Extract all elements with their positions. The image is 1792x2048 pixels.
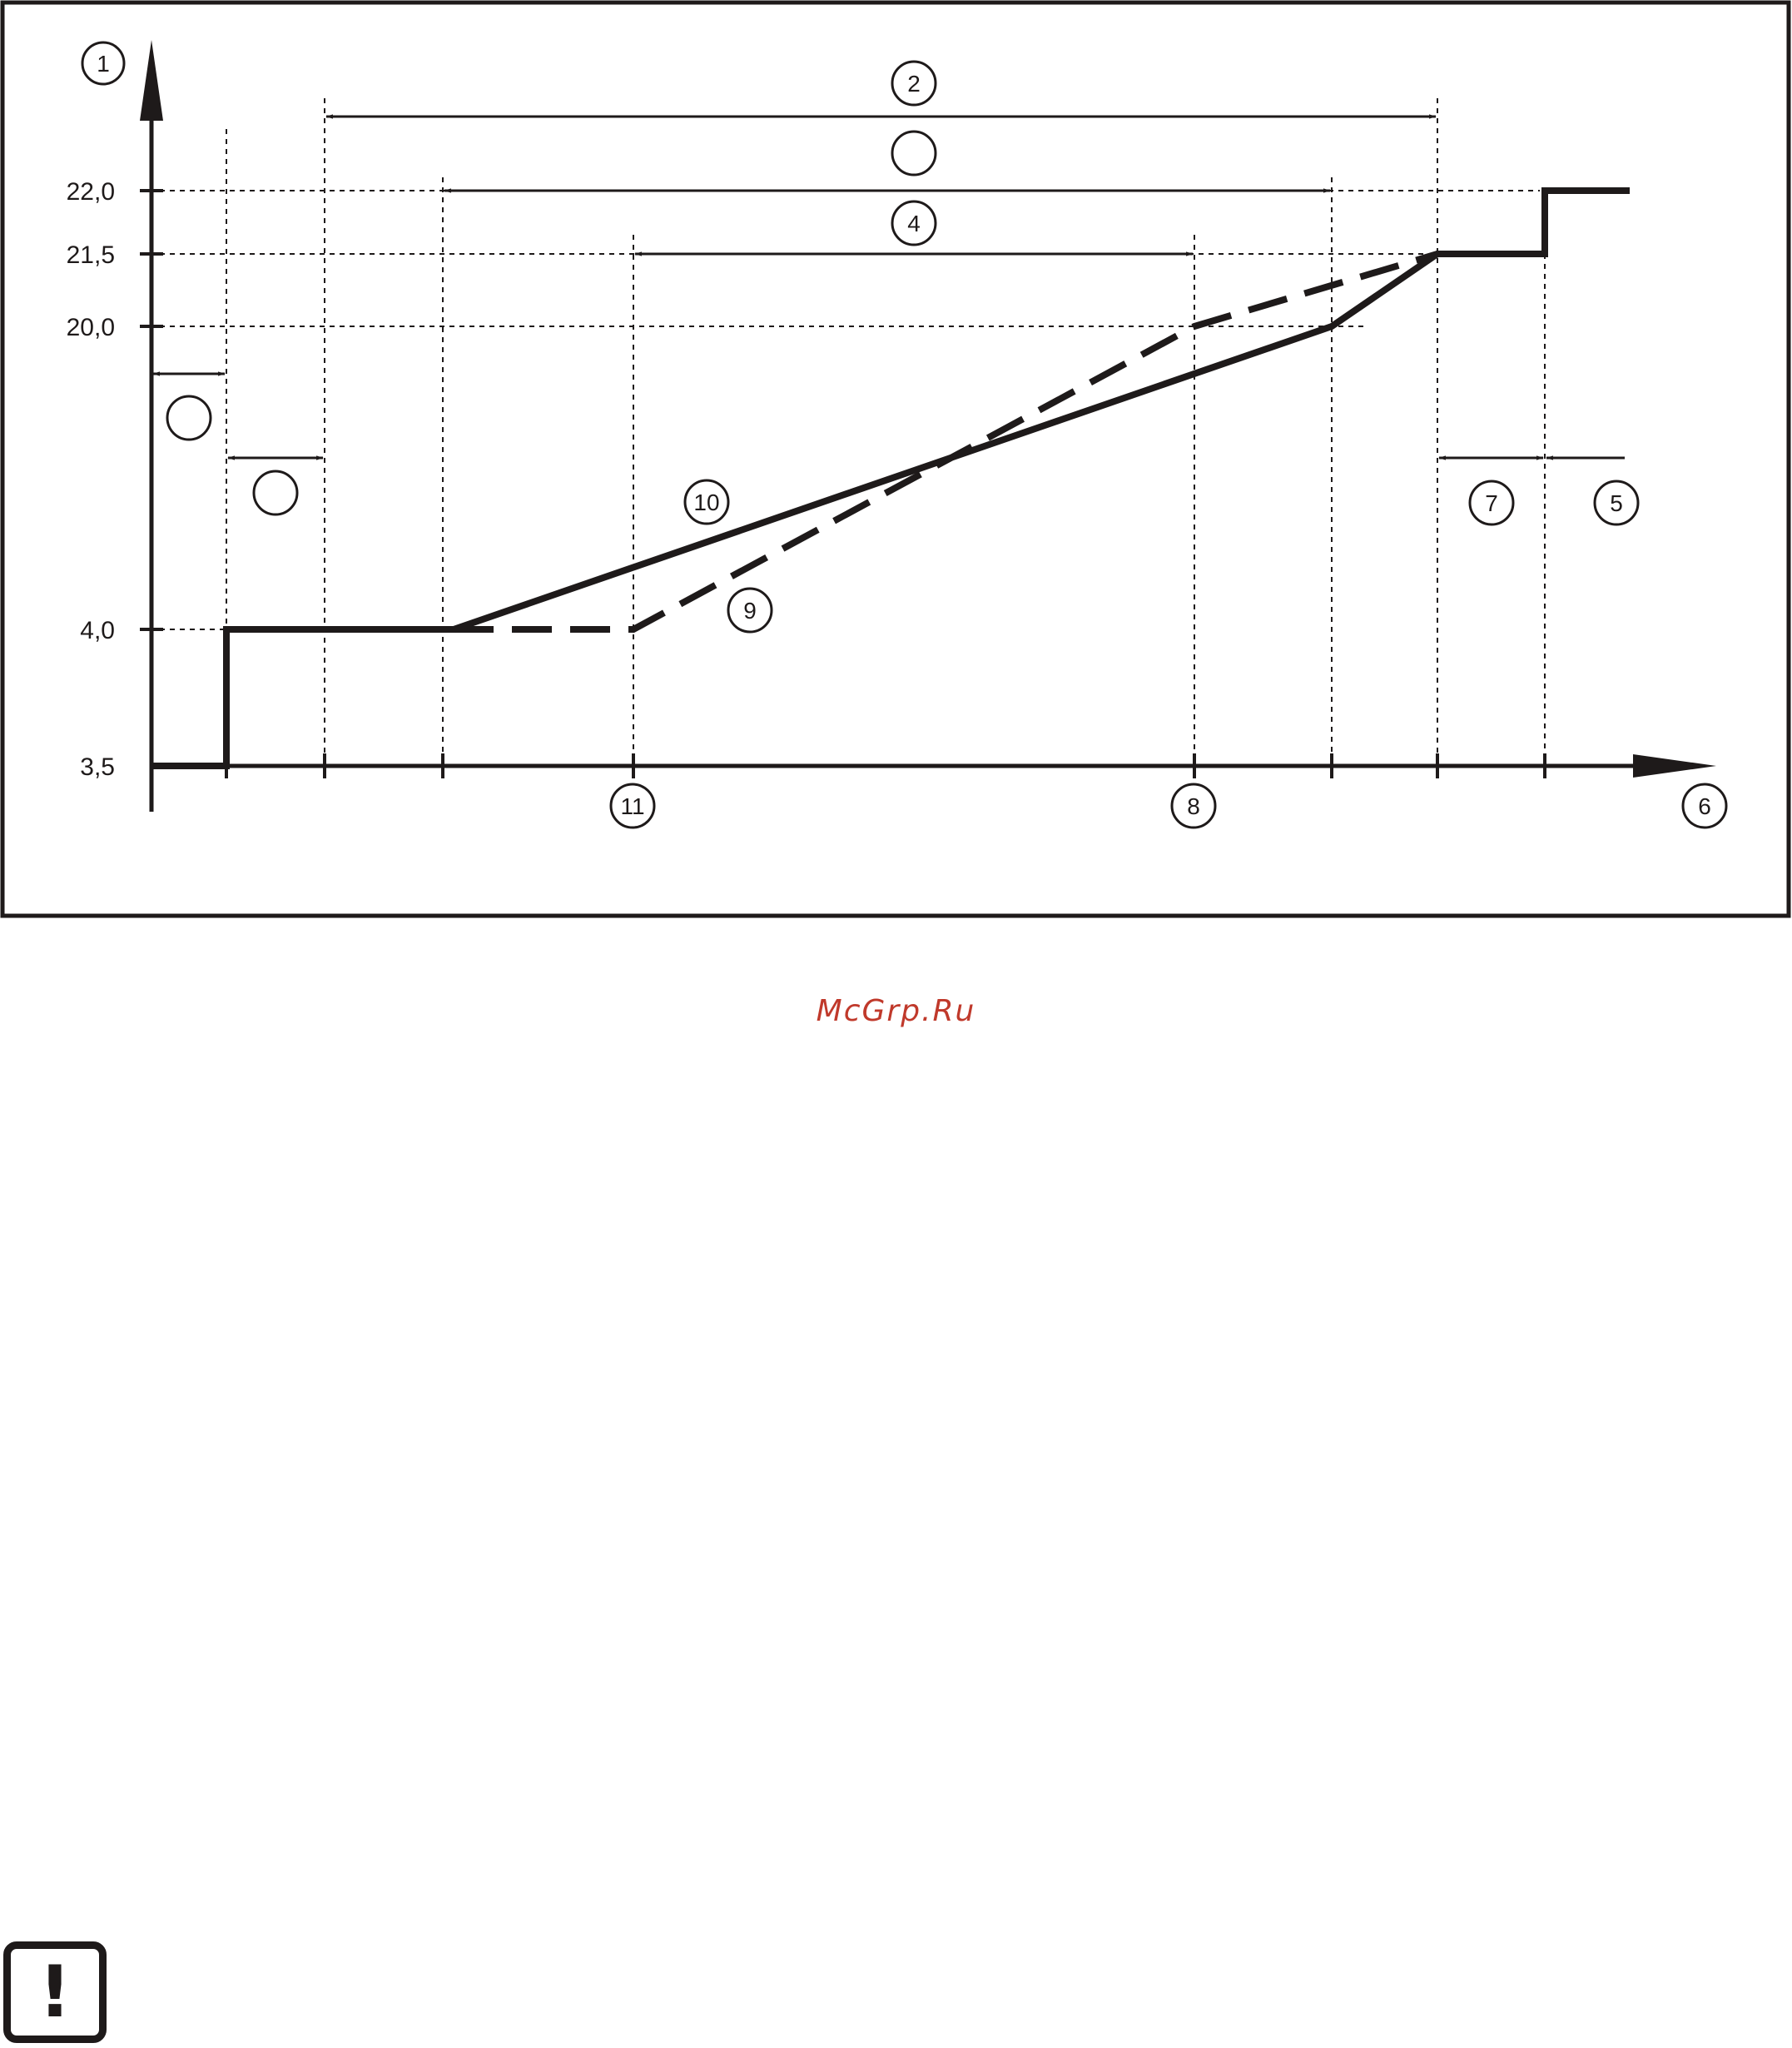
y-axis-labels bbox=[67, 178, 115, 781]
vertical-guides bbox=[226, 98, 1545, 778]
data-lines bbox=[153, 191, 1630, 766]
callout-x-marker-start bbox=[611, 784, 654, 828]
solid-line bbox=[153, 191, 1630, 766]
warning-icon bbox=[3, 1941, 107, 2043]
svg-text:6: 6 bbox=[1698, 793, 1711, 819]
callout-y-axis bbox=[82, 42, 124, 84]
svg-text:9: 9 bbox=[743, 598, 757, 624]
callout-interval-a bbox=[167, 396, 211, 440]
y-label-4-0: 4,0 bbox=[80, 617, 115, 644]
span-arrows bbox=[153, 117, 1625, 458]
callout-span-outer bbox=[892, 62, 936, 105]
callouts bbox=[82, 42, 1726, 828]
y-label-20-0: 20,0 bbox=[66, 314, 115, 341]
x-axis-arrowhead bbox=[1633, 754, 1716, 778]
y-label-3-5: 3,5 bbox=[80, 753, 115, 781]
callout-span-inner bbox=[892, 201, 936, 245]
callout-x-axis bbox=[1683, 784, 1726, 828]
callout-line-dashed bbox=[728, 589, 772, 632]
svg-text:1: 1 bbox=[97, 51, 110, 77]
svg-text:7: 7 bbox=[1485, 490, 1498, 516]
callout-interval-b bbox=[254, 471, 297, 514]
svg-text:8: 8 bbox=[1187, 793, 1200, 819]
callout-interval-final bbox=[1595, 481, 1638, 524]
callout-line-solid bbox=[685, 480, 728, 524]
svg-text:5: 5 bbox=[1610, 490, 1623, 516]
timing-diagram bbox=[0, 0, 1792, 924]
svg-text:10: 10 bbox=[693, 490, 720, 515]
warning-glyph: ! bbox=[38, 1951, 72, 2034]
svg-text:2: 2 bbox=[907, 71, 921, 97]
callout-interval-after-end bbox=[1470, 481, 1513, 524]
watermark: McGrp.Ru bbox=[816, 994, 976, 1028]
y-axis-arrowhead bbox=[140, 40, 163, 121]
dashed-line bbox=[454, 254, 1437, 629]
svg-text:11: 11 bbox=[620, 793, 645, 819]
callout-span-middle bbox=[892, 132, 936, 175]
svg-text:4: 4 bbox=[907, 211, 921, 236]
y-label-21-5: 21,5 bbox=[66, 241, 115, 269]
y-label-22-0: 22,0 bbox=[66, 178, 115, 206]
callout-x-marker-end bbox=[1172, 784, 1215, 828]
